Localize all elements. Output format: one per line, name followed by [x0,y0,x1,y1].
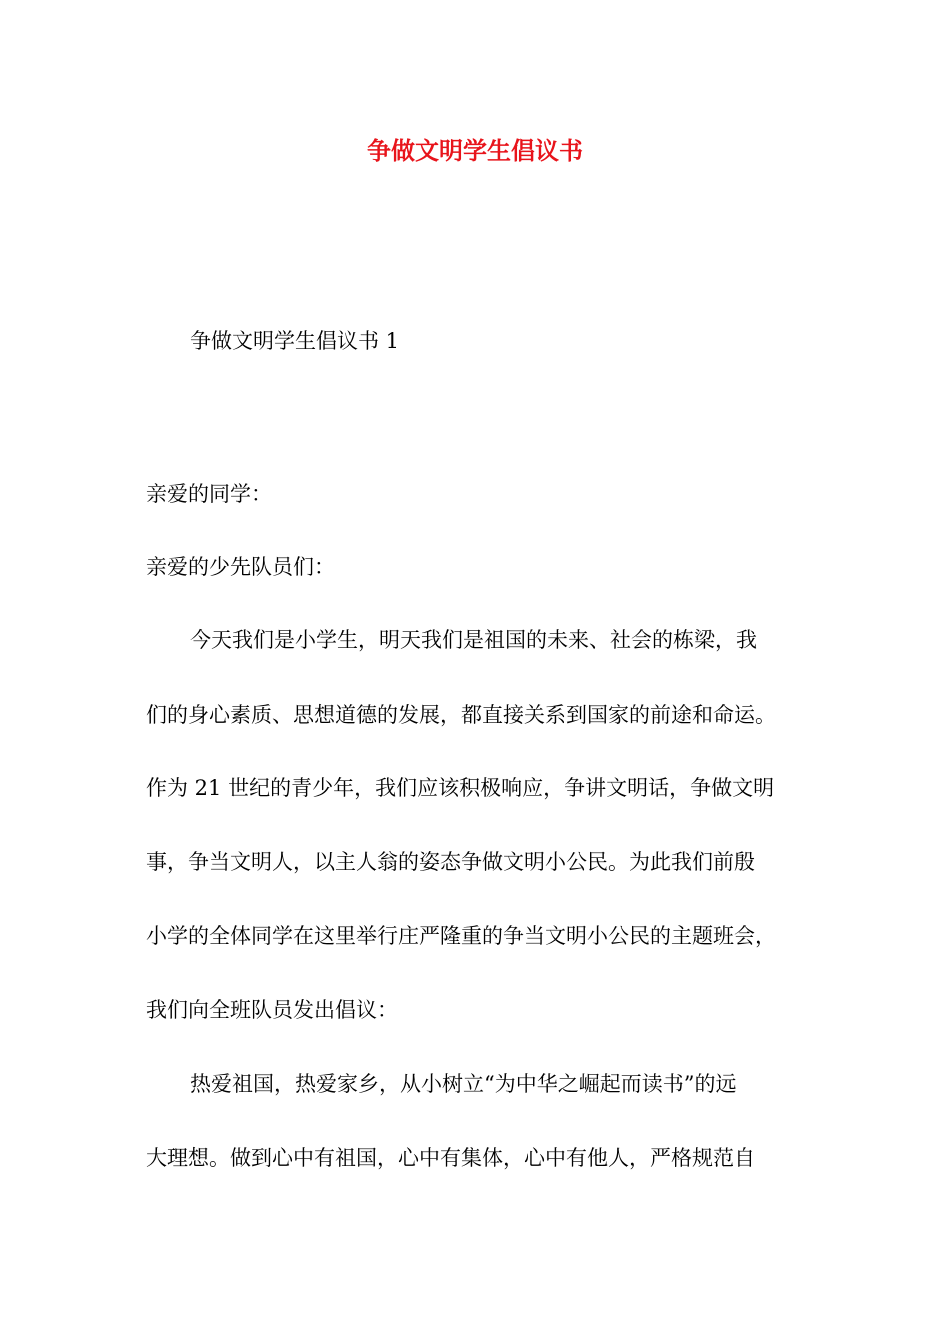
document-title: 争做文明学生倡议书 [367,136,583,165]
body-line: 事，争当文明人，以主人翁的姿态争做文明小公民。为此我们前殷 [146,850,755,874]
body-line: 我们向全班队员发出倡议： [146,998,398,1022]
body-line: 小学的全体同学在这里举行庄严隆重的争当文明小公民的主题班会， [146,924,776,948]
body-line: 大理想。做到心中有祖国，心中有集体，心中有他人，严格规范自 [146,1146,755,1170]
body-line: 热爱祖国，热爱家乡，从小树立“为中华之崛起而读书”的远 [190,1072,737,1096]
body-line: 作为 21 世纪的青少年，我们应该积极响应，争讲文明话，争做文明 [146,776,775,800]
salutation-line: 亲爱的同学： [146,482,272,506]
body-line: 今天我们是小学生，明天我们是祖国的未来、社会的栋梁，我 [190,628,757,652]
body-line: 们的身心素质、思想道德的发展，都直接关系到国家的前途和命运。 [146,703,776,727]
salutation-line: 亲爱的少先队员们： [146,555,335,579]
section-heading: 争做文明学生倡议书 1 [190,329,400,353]
